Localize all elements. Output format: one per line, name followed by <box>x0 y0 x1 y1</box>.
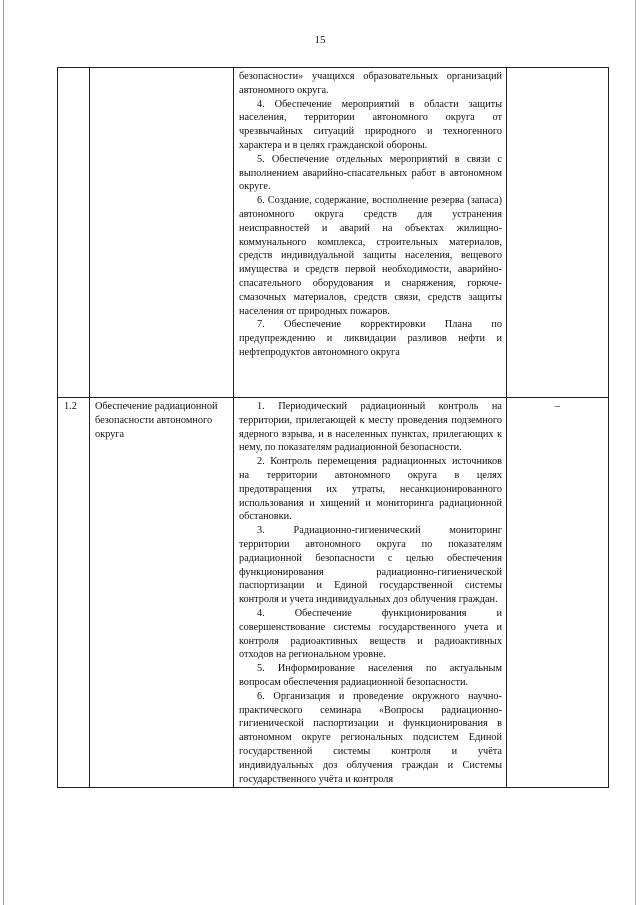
row-number-cell <box>58 68 90 398</box>
content-paragraph: 6. Создание, содержание, восполнение резерва (запаса) автономного округа средств для устранения неисправностей и аварий на объектах жилищно-коммунального комплекса, строительных материалов, средств индивидуальной защиты населения, вещевого имущества и средств первой необходимости, аварийно-спасательного оборудования и снаряжения, горюче-смазочных материалов, средств связи, средств защиты населения от природных пожаров. <box>239 195 502 317</box>
row-content-cell <box>234 68 507 398</box>
scan-right-edge <box>635 0 636 905</box>
row-extra-value <box>507 68 608 70</box>
row-extra-value: – <box>554 401 561 412</box>
content-paragraph: 3. Радиационно-гигиенический мониторинг территории автономного округа по показателям радиационной безопасности с целью обеспечения функционирования радиационно-гигиенической паспортизации и Единой государственной системы контроля и учета индивидуальных доз облучения граждан. <box>239 525 502 606</box>
content-paragraph: 1. Периодический радиационный контроль на территории, прилегающей к месту проведения подземного ядерного взрыва, и в населенных пунктах, прилегающих к нему, по показателям радиационной безопасности. <box>239 401 502 454</box>
content-paragraph: 4. Обеспечение функционирования и совершенствование системы государственного учета и контроля радиоактивных веществ и радиоактивных отходов на региональном уровне. <box>239 607 502 661</box>
content-paragraph: 4. Обеспечение мероприятий в области защиты населения, территории автономного округа от чрезвычайных ситуаций природного и техногенного характера и в целях гражданской обороны. <box>239 98 502 151</box>
table-row <box>58 68 609 398</box>
measures-table <box>57 67 609 788</box>
row-extra-cell <box>507 398 609 788</box>
row-content-cell <box>234 398 507 788</box>
content-paragraph: 5. Обеспечение отдельных мероприятий в связи с выполнением аварийно-спасательных работ в автономном округе. <box>239 153 502 193</box>
row-name-cell <box>90 398 234 788</box>
row-number-cell <box>58 398 90 788</box>
content-paragraph: 5. Информирование населения по актуальным вопросам обеспечения радиационной безопасности. <box>239 663 502 688</box>
row-number: 1.2 <box>64 401 77 412</box>
row-name-cell <box>90 68 234 398</box>
scan-left-edge <box>3 0 4 905</box>
content-paragraph: безопасности» учащихся образовательных организаций автономного округа. <box>239 71 502 96</box>
content-paragraph: 6. Организация и проведение окружного научно-практического семинара «Вопросы радиационно-гигиенической паспортизации и функционирования в автономном округе региональных подсистем Единой государственной системы контроля и учёта индивидуальных доз облучения граждан и Системы государственного учёта и контроля <box>239 690 502 785</box>
content-paragraph: 2. Контроль перемещения радиационных источников на территории автономного округа в целях предотвращения их утраты, несанкционированного использования и хищений и мониторинга радиационной обстановки. <box>239 456 502 523</box>
row-extra-cell <box>507 68 609 398</box>
row-name <box>90 68 233 70</box>
content-paragraph: 7. Обеспечение корректировки Плана по предупреждению и ликвидации разливов нефти и нефтепродуктов автономного округа <box>239 319 502 358</box>
page-number: 15 <box>314 34 326 46</box>
row-name: Обеспечение радиационной безопасности автономного округа <box>95 401 218 440</box>
table-row <box>58 398 609 788</box>
row-number <box>58 68 89 70</box>
